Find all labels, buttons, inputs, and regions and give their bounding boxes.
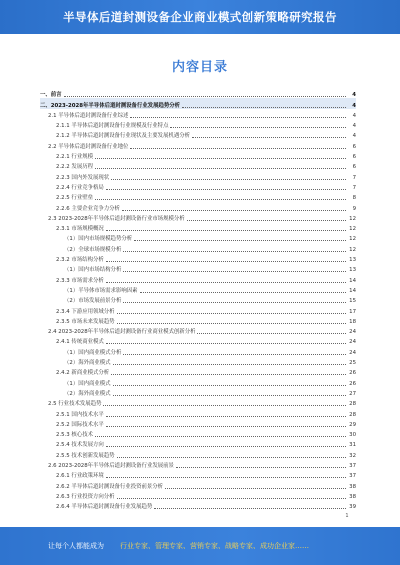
toc-leader-dots	[64, 96, 346, 97]
toc-entry-title: 2.2.1 行业规模	[56, 154, 93, 161]
toc-entry[interactable]	[40, 170, 356, 180]
toc-entry[interactable]	[40, 273, 356, 283]
toc-entry-title: 2.1.1 半导体后道封测设备行业规模及行业特点	[56, 123, 169, 130]
toc-entry-title: 2.1.2 半导体后道封测设备行业现状及主要发展机遇分析	[56, 133, 191, 140]
toc-entry-title: 一、前言	[40, 92, 62, 99]
toc-entry[interactable]	[40, 109, 356, 119]
toc-entry[interactable]	[40, 428, 356, 438]
toc-entry-title: 2.4 2023-2028年半导体后道封测设备行业商业模式创新分析	[48, 329, 196, 336]
toc-entry-title: 2.3.1 市场规模概况	[56, 226, 104, 233]
toc-entry-title: （1）国内市场规模趋势分析	[64, 236, 133, 243]
toc-entry[interactable]	[40, 129, 356, 139]
toc-entry-title: 2.2.5 行业壁垒	[56, 195, 93, 202]
toc-entry-title: （2）海外商业模式	[64, 360, 111, 367]
toc-leader-dots	[111, 374, 346, 375]
toc-entry-page: 7	[352, 174, 356, 181]
toc-leader-dots	[106, 343, 346, 344]
toc-entry-page: 4	[352, 123, 356, 130]
toc-entry-title: 2.5.2 国际技术水平	[56, 421, 104, 428]
toc-leader-dots	[117, 498, 346, 499]
toc-entry-title: 2.3.4 下游应用领域分析	[56, 308, 115, 315]
toc-entry-page: 4	[352, 92, 356, 99]
toc-entry[interactable]	[40, 459, 356, 469]
toc-entry[interactable]	[40, 201, 356, 211]
toc-leader-dots	[106, 189, 346, 190]
toc-entry-page: 12	[349, 226, 356, 233]
toc-leader-dots	[106, 261, 346, 262]
toc-entry[interactable]	[40, 366, 356, 376]
toc-entry[interactable]	[40, 242, 356, 252]
toc-leader-dots	[187, 220, 346, 221]
toc-entry-page: 12	[349, 246, 356, 253]
toc-entry[interactable]	[40, 139, 356, 149]
toc-leader-dots	[106, 416, 346, 417]
toc-leader-dots	[95, 158, 346, 159]
toc-entry-title: 2.5 行业技术发展趋势	[48, 401, 102, 408]
toc-leader-dots	[106, 230, 346, 231]
toc-entry-page: 9	[352, 205, 356, 212]
toc-entry-title: 2.4.1 传统商业模式	[56, 339, 104, 346]
toc-entry-title: 2.6.1 行业政策环境	[56, 473, 104, 480]
toc-entry[interactable]	[40, 315, 356, 325]
toc-entry-title: 2.6.4 半导体后道封测设备行业发展趋势	[56, 504, 153, 511]
toc-entry-page: 14	[349, 277, 356, 284]
toc-entry-page: 25	[349, 360, 356, 367]
toc-entry-page: 4	[352, 102, 356, 109]
footer-slogan-right: 行业专家、管理专家、营销专家、战略专家、成功企业家……	[120, 542, 309, 550]
toc-leader-dots	[95, 199, 346, 200]
toc-leader-dots	[103, 405, 346, 406]
toc-entry[interactable]	[40, 181, 356, 191]
toc-entry[interactable]	[40, 345, 356, 355]
toc-leader-dots	[130, 148, 346, 149]
toc-entry-page: 28	[349, 411, 356, 418]
toc-leader-dots	[117, 323, 346, 324]
toc-entry-page: 4	[352, 133, 356, 140]
toc-entry-page: 30	[349, 432, 356, 439]
toc-entry-page: 15	[349, 298, 356, 305]
toc-entry-page: 38	[349, 483, 356, 490]
toc-leader-dots	[134, 240, 346, 241]
toc-entry[interactable]	[40, 150, 356, 160]
toc-entry-page: 6	[352, 164, 356, 171]
toc-entry-page: 28	[349, 401, 356, 408]
toc-entry[interactable]	[40, 376, 356, 386]
toc-leader-dots	[122, 210, 346, 211]
toc-leader-dots	[176, 467, 346, 468]
toc-leader-dots	[95, 168, 346, 169]
toc-entry-page: 37	[349, 462, 356, 469]
toc-leader-dots	[111, 179, 346, 180]
toc-entry[interactable]	[40, 212, 356, 222]
toc-leader-dots	[123, 302, 346, 303]
toc-entry-title: 2.2 半导体后道封测设备行业地位	[48, 143, 129, 150]
toc-entry[interactable]	[40, 263, 356, 273]
toc-entry-title: （1）国内市场结构分析	[64, 267, 122, 274]
toc-leader-dots	[130, 117, 346, 118]
toc-entry-title: 2.6.3 行业投资方向分析	[56, 493, 115, 500]
toc-entry-page: 13	[349, 257, 356, 264]
toc-entry-page: 6	[352, 154, 356, 161]
toc-entry-page: 8	[352, 195, 356, 202]
toc-entry-title: 2.2.3 国内外发展现状	[56, 174, 110, 181]
toc-entry-page: 24	[349, 329, 356, 336]
report-title: 半导体后道封测设备企业商业模式创新策略研究报告	[63, 10, 337, 24]
toc-entry-title: 2.5.5 技术创新发展趋势	[56, 452, 115, 459]
toc-entry[interactable]	[40, 438, 356, 448]
footer-bar	[0, 527, 400, 565]
toc-entry-title: 2.3.5 市场未来发展趋势	[56, 318, 115, 325]
toc-title: 内容目录	[171, 60, 228, 75]
toc-entry-page: 24	[349, 349, 356, 356]
toc-leader-dots	[123, 271, 346, 272]
page-number: 1	[345, 513, 349, 519]
toc-entry-title: 2.6 2023-2028年半导体后道封测设备行业发展前景	[48, 462, 174, 469]
toc-entry[interactable]	[40, 284, 356, 294]
toc-entry[interactable]	[40, 232, 356, 242]
toc-entry-page: 24	[349, 339, 356, 346]
toc-entry-page: 6	[352, 143, 356, 150]
toc-entry-page: 38	[349, 493, 356, 500]
toc-entry[interactable]	[40, 304, 356, 314]
toc-leader-dots	[106, 282, 346, 283]
toc-leader-dots	[182, 107, 346, 108]
toc-leader-dots	[165, 488, 346, 489]
toc-entry-title: （2）全球市场规模分析	[64, 246, 122, 253]
toc-entry-page: 14	[349, 287, 356, 294]
toc-entry[interactable]	[40, 335, 356, 345]
toc-entry[interactable]	[40, 160, 356, 170]
toc-entry[interactable]	[40, 387, 356, 397]
toc-entry-page: 29	[349, 421, 356, 428]
toc-entry-title: 2.5.3 核心技术	[56, 432, 93, 439]
toc-entry-title: （1）半导体市场需求影响因素	[64, 287, 138, 294]
toc-entry-title: 2.3 2023-2028年半导体后道封测设备行业市场规模分析	[48, 215, 185, 222]
toc-entry-title: （1）国内商业模式分析	[64, 349, 122, 356]
toc-entry-title: 2.5.1 国内技术水平	[56, 411, 104, 418]
toc-entry[interactable]	[40, 407, 356, 417]
toc-entry[interactable]	[40, 294, 356, 304]
toc-leader-dots	[106, 426, 346, 427]
toc-entry-page: 17	[349, 308, 356, 315]
table-of-contents	[40, 88, 356, 511]
toc-entry[interactable]	[40, 191, 356, 201]
toc-entry[interactable]	[40, 500, 356, 510]
toc-entry-page: 26	[349, 370, 356, 377]
toc-entry-page: 37	[349, 473, 356, 480]
toc-entry[interactable]	[40, 397, 356, 407]
toc-entry-page: 27	[349, 390, 356, 397]
toc-entry-title: （1）国内商业模式	[64, 380, 111, 387]
toc-leader-dots	[154, 508, 346, 509]
toc-leader-dots	[197, 333, 346, 334]
toc-entry-title: 2.5.4 技术发展方向	[56, 442, 104, 449]
footer-slogan-left: 让每个人都能成为	[48, 542, 104, 550]
toc-leader-dots	[140, 292, 346, 293]
toc-leader-dots	[170, 127, 346, 128]
toc-entry[interactable]	[40, 222, 356, 232]
toc-entry-page: 12	[349, 215, 356, 222]
toc-entry-title: （2）市场发展前景分析	[64, 298, 122, 305]
toc-leader-dots	[113, 385, 346, 386]
toc-entry[interactable]	[40, 356, 356, 366]
toc-entry[interactable]	[40, 98, 356, 108]
toc-entry-page: 4	[352, 112, 356, 119]
toc-entry-page: 7	[352, 184, 356, 191]
toc-entry-page: 31	[349, 442, 356, 449]
toc-entry-page: 39	[349, 504, 356, 511]
toc-entry-title: 2.3.3 市场需求分析	[56, 277, 104, 284]
header-bar	[0, 0, 400, 34]
toc-entry[interactable]	[40, 469, 356, 479]
toc-leader-dots	[113, 395, 346, 396]
toc-entry-page: 18	[349, 318, 356, 325]
toc-entry-title: 2.3.2 市场结构分析	[56, 257, 104, 264]
toc-entry-title: 2.2.6 主要企业竞争力分析	[56, 205, 120, 212]
toc-leader-dots	[192, 137, 346, 138]
toc-leader-dots	[123, 354, 346, 355]
toc-entry-title: 2.2.4 行业竞争格局	[56, 184, 104, 191]
toc-leader-dots	[113, 364, 346, 365]
toc-leader-dots	[117, 313, 346, 314]
toc-entry-title: 2.6.2 半导体后道封测设备行业投资前景分析	[56, 483, 164, 490]
toc-entry-title: （2）海外商业模式	[64, 390, 111, 397]
toc-entry-page: 26	[349, 380, 356, 387]
toc-entry[interactable]	[40, 490, 356, 500]
toc-entry[interactable]	[40, 325, 356, 335]
toc-entry-page: 12	[349, 236, 356, 243]
toc-entry[interactable]	[40, 253, 356, 263]
toc-entry-title: 2.2.2 发展历程	[56, 164, 93, 171]
toc-entry[interactable]	[40, 448, 356, 458]
toc-leader-dots	[106, 477, 346, 478]
toc-entry[interactable]	[40, 119, 356, 129]
toc-entry-page: 32	[349, 452, 356, 459]
toc-entry-title: 2.4.2 新商业模式分析	[56, 370, 110, 377]
toc-leader-dots	[123, 251, 346, 252]
toc-entry[interactable]	[40, 88, 356, 98]
toc-entry[interactable]	[40, 418, 356, 428]
toc-entry-page: 13	[349, 267, 356, 274]
toc-leader-dots	[106, 446, 346, 447]
toc-leader-dots	[95, 436, 346, 437]
toc-entry-title: 2.1 半导体后道封测设备行业综述	[48, 112, 129, 119]
toc-leader-dots	[117, 457, 346, 458]
toc-entry-title: 二、2023-2028年半导体后道封测设备行业发展趋势分析	[40, 102, 181, 109]
toc-entry[interactable]	[40, 479, 356, 489]
